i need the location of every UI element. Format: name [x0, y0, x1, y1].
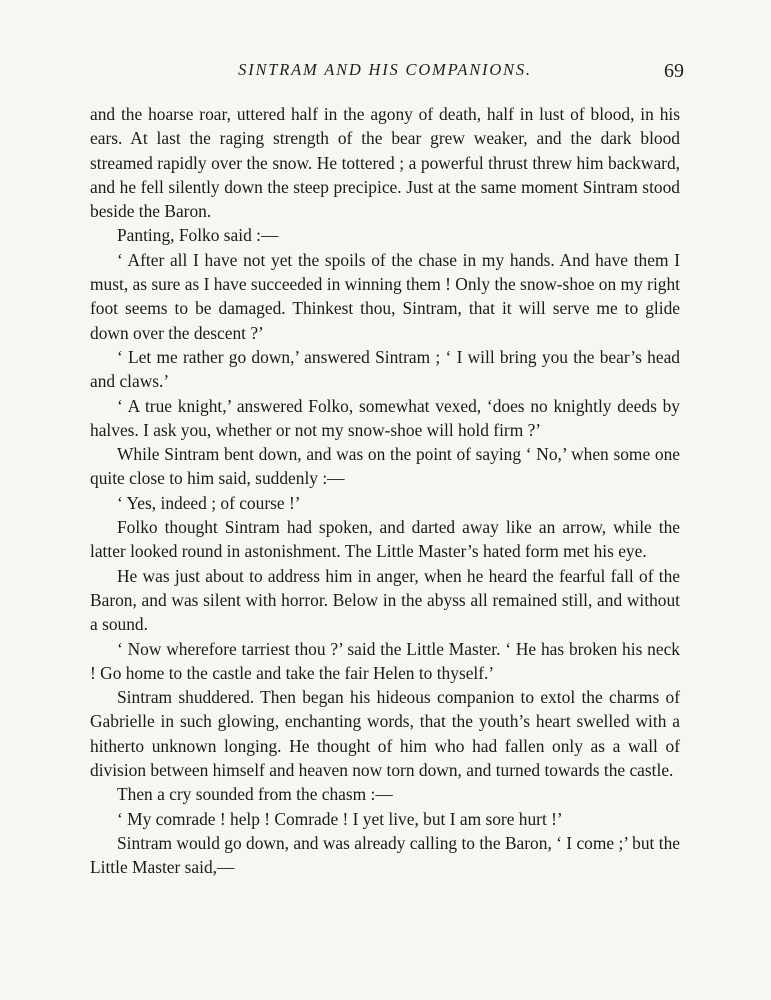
page-number: 69 — [664, 60, 684, 82]
paragraph: ‘ My comrade ! help ! Comrade ! I yet live, but I am sore hurt !’ — [117, 808, 563, 829]
paragraph: Sintram would go down, and was already calling to the Baron, ‘ I come ;’ but the Little Master said,— — [90, 832, 680, 878]
running-title: SINTRAM AND HIS COMPANIONS. — [238, 60, 532, 79]
paragraph: He was just about to address him in anger, when he heard the fearful fall of the Baron, and was silent with horror. Below in the abyss all remained still, and without a sound. — [90, 565, 680, 635]
paragraph: ‘ Yes, indeed ; of course !’ — [117, 492, 301, 513]
paragraph: Folko thought Sintram had spoken, and darted away like an arrow, while the latter looked round in astonishment. The Little Master’s hated form met his eye. — [90, 517, 680, 562]
paragraph: and the hoarse roar, uttered half in the agony of death, half in lust of blood, in his ears. At last the raging strength of the bear grew weaker, and the dark blood streamed rapidly over the snow. He tottered ; a powerful thrust threw him backward, and he fell silently down the steep precipice. Just at the same moment Sintram stood beside the Baron. — [90, 104, 680, 222]
body-text — [90, 102, 680, 880]
paragraph: ‘ After all I have not yet the spoils of the chase in my hands. And have them I must, as sure as I have succeeded in winning them ! Only the snow-shoe on my right foot seems to be damaged. Thinkest thou, Sintram, that it will serve me to glide down over the descent ?’ — [90, 249, 680, 343]
paragraph: Panting, Folko said :— — [117, 225, 279, 246]
paragraph: Then a cry sounded from the chasm :— — [117, 784, 393, 805]
paragraph: ‘ Let me rather go down,’ answered Sintram ; ‘ I will bring you the bear’s head and claws.’ — [90, 346, 680, 392]
paragraph: ‘ Now wherefore tarriest thou ?’ said the Little Master. ‘ He has broken his neck ! Go home to the castle and take the fair Helen to thyself.’ — [90, 638, 680, 683]
paragraph: While Sintram bent down, and was on the point of saying ‘ No,’ when some one quite close to him said, suddenly :— — [90, 444, 680, 489]
running-head — [90, 60, 684, 88]
paragraph: ‘ A true knight,’ answered Folko, somewhat vexed, ‘does no knightly deeds by halves. I ask you, whether or not my snow-shoe will hold firm ?’ — [90, 395, 680, 440]
paragraph: Sintram shuddered. Then began his hideous companion to extol the charms of Gabrielle in such glowing, enchanting words, that the youth’s heart swelled with a hitherto unknown longing. He thought of him who had fallen only as a wall of division between himself and heaven now torn down, and turned towards the castle. — [90, 687, 680, 781]
